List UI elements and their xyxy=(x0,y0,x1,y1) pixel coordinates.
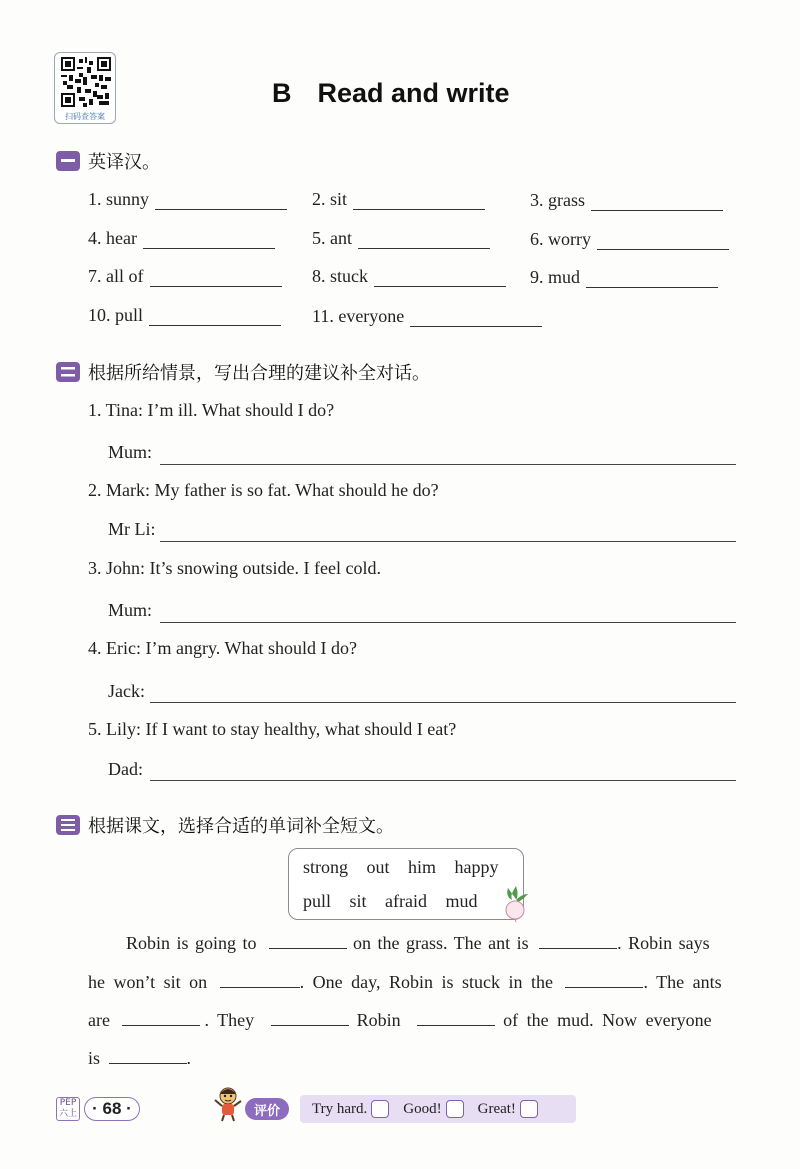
answer-line[interactable] xyxy=(150,702,736,703)
passage-text: are xyxy=(88,1010,110,1030)
passage-blank[interactable] xyxy=(122,1012,200,1026)
vocab-item xyxy=(312,306,542,327)
vocab-word: 11. everyone xyxy=(312,306,405,326)
vocab-item xyxy=(88,305,281,326)
vocab-word: 7. all of xyxy=(88,266,144,286)
vocab-word: 8. stuck xyxy=(312,266,368,286)
passage-text: Robin is going to xyxy=(126,933,257,953)
vocab-word: 1. sunny xyxy=(88,189,150,209)
evaluation-badge: 评价 xyxy=(245,1098,289,1120)
pep-label: PEP xyxy=(59,1098,77,1108)
word-bank-row xyxy=(303,857,513,878)
vocab-word: 4. hear xyxy=(88,228,137,248)
qr-code-icon xyxy=(61,57,111,107)
word-bank-word: happy xyxy=(454,857,499,877)
eval-great[interactable] xyxy=(478,1100,538,1118)
vocab-item xyxy=(530,229,729,250)
eval-good[interactable] xyxy=(403,1100,463,1118)
passage-blank[interactable] xyxy=(539,935,617,949)
student-mascot-icon xyxy=(212,1084,244,1122)
passage-text: . One day, Robin is stuck in the xyxy=(299,972,553,992)
dialogue-question: 1. Tina: I’m ill. What should I do? xyxy=(88,400,335,420)
word-bank xyxy=(288,848,524,920)
answer-line[interactable] xyxy=(160,622,736,623)
answer-blank[interactable] xyxy=(353,196,485,210)
passage-line xyxy=(88,933,736,954)
passage-line xyxy=(88,1048,736,1069)
word-bank-row xyxy=(303,891,492,912)
dialogue-speaker: Mum: xyxy=(108,600,153,620)
grade-label: 六上 xyxy=(58,1109,77,1119)
three-strokes-icon xyxy=(56,815,80,835)
answer-line[interactable] xyxy=(160,464,736,465)
passage-text: he won’t sit on xyxy=(88,972,208,992)
word-bank-word: afraid xyxy=(385,891,427,911)
dialogue-question: 3. John: It’s snowing outside. I feel cold. xyxy=(88,558,381,578)
word-bank-word: pull xyxy=(303,891,332,911)
passage-text: . xyxy=(186,1048,192,1068)
dialogue-speaker: Mum: xyxy=(108,442,153,462)
section-3-title: 根据课文，选择合适的单词补全短文。 xyxy=(88,816,394,837)
answer-blank[interactable] xyxy=(150,273,282,287)
passage-text: of the mud. Now everyone xyxy=(503,1010,712,1030)
answer-line[interactable] xyxy=(160,541,736,542)
dialogue-speaker: Dad: xyxy=(108,759,143,779)
vocab-item xyxy=(530,190,723,211)
eval-great-label: Great! xyxy=(477,1100,516,1117)
vocab-word: 5. ant xyxy=(312,228,352,248)
passage-blank[interactable] xyxy=(565,974,643,988)
vocab-item xyxy=(312,228,490,249)
answer-blank[interactable] xyxy=(143,235,275,249)
eval-checkbox[interactable] xyxy=(371,1100,389,1118)
word-bank-word: sit xyxy=(349,891,367,911)
vocab-item xyxy=(312,189,485,210)
passage-text: . The ants xyxy=(643,972,722,992)
title-text: Read and write xyxy=(317,78,510,108)
section-1-heading xyxy=(56,148,160,174)
answer-blank[interactable] xyxy=(597,236,729,250)
qr-caption: 扫码查答案 xyxy=(65,112,105,121)
answer-blank[interactable] xyxy=(155,196,287,210)
passage-text: on the grass. The ant is xyxy=(353,933,529,953)
passage-blank[interactable] xyxy=(271,1012,349,1026)
vocab-item xyxy=(530,267,718,288)
answer-blank[interactable] xyxy=(358,235,490,249)
eval-try-hard[interactable] xyxy=(312,1100,389,1118)
section-2-title: 根据所给情景，写出合理的建议补全对话。 xyxy=(88,363,430,384)
eval-good-label: Good! xyxy=(403,1100,442,1117)
passage-blank[interactable] xyxy=(220,974,300,988)
page-number: · 68 · xyxy=(84,1097,140,1121)
answer-blank[interactable] xyxy=(591,197,723,211)
eval-checkbox[interactable] xyxy=(446,1100,464,1118)
title-letter: B xyxy=(272,78,292,108)
vocab-word: 9. mud xyxy=(530,267,581,287)
answer-line[interactable] xyxy=(150,780,736,781)
section-1-title: 英译汉。 xyxy=(88,152,160,173)
self-evaluation xyxy=(300,1095,576,1123)
dialogue-question: 4. Eric: I’m angry. What should I do? xyxy=(88,638,357,658)
word-bank-word: him xyxy=(408,857,437,877)
passage-line xyxy=(88,1010,736,1031)
word-bank-word: mud xyxy=(445,891,478,911)
answer-blank[interactable] xyxy=(374,273,506,287)
pep-grade-label xyxy=(56,1097,80,1121)
vocab-word: 10. pull xyxy=(88,305,144,325)
dialogue-question: 2. Mark: My father is so fat. What should he do? xyxy=(88,480,439,500)
section-3-heading xyxy=(56,812,394,838)
vocab-item xyxy=(88,266,282,287)
answer-blank[interactable] xyxy=(410,313,542,327)
passage-blank[interactable] xyxy=(417,1012,495,1026)
vocab-item xyxy=(312,266,506,287)
dialogue-question: 5. Lily: If I want to stay healthy, what should I eat? xyxy=(88,719,457,739)
dialogue-speaker: Mr Li: xyxy=(108,519,156,539)
eval-try-hard-label: Try hard. xyxy=(312,1100,368,1117)
passage-text: is xyxy=(88,1048,101,1068)
vocab-word: 3. grass xyxy=(530,190,585,210)
answer-blank[interactable] xyxy=(149,312,281,326)
radish-icon xyxy=(496,884,534,922)
passage-text: . Robin says xyxy=(617,933,710,953)
passage-blank[interactable] xyxy=(269,935,347,949)
qr-code[interactable] xyxy=(54,52,116,124)
vocab-item xyxy=(88,228,275,249)
passage-text: Robin xyxy=(356,1010,401,1030)
vocab-word: 6. worry xyxy=(530,229,591,249)
passage-blank[interactable] xyxy=(109,1050,187,1064)
page-title xyxy=(272,78,510,109)
vocab-item xyxy=(88,189,287,210)
one-stroke-icon xyxy=(56,151,80,171)
eval-checkbox[interactable] xyxy=(520,1100,538,1118)
answer-blank[interactable] xyxy=(586,274,718,288)
word-bank-word: out xyxy=(366,857,390,877)
vocab-word: 2. sit xyxy=(312,189,348,209)
two-strokes-icon xyxy=(56,362,80,382)
section-2-heading xyxy=(56,359,430,385)
passage-text: . They xyxy=(204,1010,255,1030)
passage-line xyxy=(88,972,736,993)
dialogue-speaker: Jack: xyxy=(108,681,145,701)
word-bank-word: strong xyxy=(303,857,348,877)
